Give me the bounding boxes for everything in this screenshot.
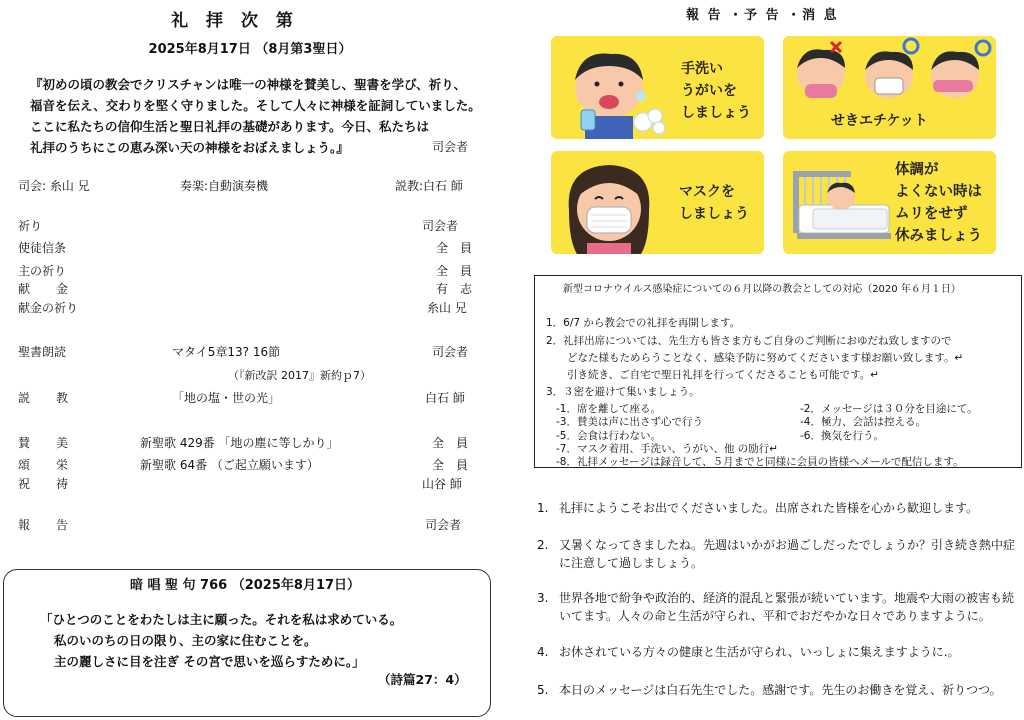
order-person: 司会者 — [432, 345, 469, 359]
card-text — [895, 159, 982, 247]
page-title: 礼 拝 次 第 — [171, 11, 299, 31]
news-item — [537, 536, 1021, 576]
covid-policy-line: どなた様もためらうことなく、感染予防に努めてくださいます様お願い致します。↵ — [567, 352, 964, 364]
order-row — [0, 434, 490, 452]
order-item: 報告 — [18, 518, 95, 532]
order-person: 全 員 — [436, 241, 473, 255]
sick-bed-illustration-icon — [783, 151, 893, 254]
order-row — [0, 389, 490, 407]
card-text — [681, 58, 751, 124]
order-person: 全 員 — [432, 458, 469, 472]
order-row — [0, 239, 490, 257]
covid-rule: -2．メッセージは３０分を目途にて。 — [800, 403, 978, 415]
covid-rule: -1．席を離して座る。 — [556, 403, 661, 415]
intro-line: 『初めの頃の教会でクリスチャンは唯一の神様を賛美し、聖書を学び、祈り、 — [30, 77, 467, 92]
intro-line: ここに私たちの信仰生活と聖日礼拝の基礎があります。今日、私たちは — [30, 119, 430, 134]
news-text: 礼拝にようこそお出でくださいました。出席された皆様を心から歓迎します。 — [559, 501, 979, 515]
card-line: しましょう — [679, 206, 749, 222]
order-detail: 「地の塩・世の光」 — [172, 391, 281, 405]
handwash-illustration-icon — [551, 36, 671, 139]
scripture-reference: （『新改訳 2017』新約ｐ7） — [228, 369, 371, 382]
card-line: せきエチケット — [831, 113, 928, 129]
covid-policy-line: 2．礼拝出席については、先生方も皆さま方もご自身のご判断におゆだね致しますので — [546, 335, 952, 347]
order-row — [0, 280, 490, 298]
order-row — [0, 343, 490, 361]
news-number: 3. — [537, 591, 549, 605]
order-person: 糸山 兄 — [427, 301, 467, 315]
news-item — [537, 681, 1021, 701]
order-item: 賛美 — [18, 436, 95, 450]
covid-rule: -6．換気を行う。 — [800, 430, 884, 442]
presider-role: 司会: 糸山 兄 — [18, 179, 90, 193]
order-person: 有 志 — [436, 282, 473, 296]
news-number: 2. — [537, 538, 549, 552]
memory-verse-reference: （詩篇27：4） — [378, 672, 467, 687]
news-text: お休されている方々の健康と生活が守られ、いっしょに集えますように.。 — [559, 645, 960, 659]
news-number: 1. — [537, 501, 549, 515]
card-handwash — [551, 36, 764, 139]
covid-policy-title: 新型コロナウイルス感染症についての６月以降の教会としての対応（2020 年６月１日） — [563, 284, 961, 295]
news-number: 4. — [537, 645, 549, 659]
covid-policy-line: 引き続き、ご自宅で聖日礼拝を行ってくださることも可能です。↵ — [567, 369, 880, 381]
order-row — [0, 262, 490, 280]
covid-rule: -8．礼拝メッセージは録音して、５月までと同様に会員の皆様へメールで配信します。 — [556, 456, 964, 468]
covid-rule: -3．賛美は声に出さず心で行う — [556, 416, 703, 428]
card-line: 体調が — [895, 162, 939, 178]
covid-rule: -4．極力、会話は控える。 — [800, 416, 926, 428]
covid-policy-line: 3．３密を避けて集いましょう。 — [546, 386, 700, 398]
order-item: 主の祈り — [18, 264, 67, 278]
intro-line: 福音を伝え、交わりを堅く守りました。そして人々に神様を証詞していました。 — [30, 98, 481, 113]
order-person: 司会者 — [425, 518, 462, 532]
card-text — [679, 181, 749, 225]
order-item: 説教 — [18, 391, 95, 405]
covid-policy-line: 1．6/7 から教会での礼拝を再開します。 — [546, 317, 741, 329]
card-line: 手洗い — [681, 61, 723, 77]
card-line: よくない時は — [895, 184, 982, 200]
news-number: 5. — [537, 683, 549, 697]
intro-paragraph — [30, 74, 490, 158]
order-row — [0, 217, 490, 235]
announcements-title: 報 告 ・予 告 ・消 息 — [686, 8, 839, 23]
verse-line: 私のいのちの日の限り、主の家に住むことを。 — [54, 633, 317, 648]
cough-etiquette-illustration-icon — [783, 36, 996, 111]
memory-verse-text — [40, 609, 402, 672]
card-line: 休みましょう — [895, 228, 982, 244]
order-person: 司会者 — [422, 219, 459, 233]
card-text — [831, 110, 928, 132]
news-item — [537, 643, 1021, 663]
verse-line: 主の麗しさに目を注ぎ その宮で思いを巡らすために。」 — [54, 654, 365, 669]
preacher-role: 説教:白石 師 — [395, 179, 463, 193]
memory-verse-title: 暗 唱 聖 句 766 （2025年8月17日） — [129, 578, 361, 593]
order-detail: マタイ5章13? 16節 — [172, 345, 281, 359]
card-line: しましょう — [681, 105, 751, 121]
order-detail: 新聖歌 429番 「地の塵に等しかり」 — [140, 436, 339, 450]
card-line: うがいを — [681, 83, 737, 99]
music-role: 奏楽:自動演奏機 — [180, 179, 269, 193]
card-mask — [551, 151, 764, 254]
covid-rule: -7．マスク着用、手洗い、うがい、他 の励行↵ — [556, 443, 779, 455]
order-person: 全 員 — [436, 264, 473, 278]
news-item — [537, 499, 1021, 519]
card-cough-etiquette — [783, 36, 996, 139]
news-text: 本日のメッセージは白石先生でした。感謝です。先生のお働きを覚え、祈りつつ。 — [559, 683, 1002, 697]
card-line: ムリをせず — [895, 206, 968, 222]
order-person: 全 員 — [432, 436, 469, 450]
news-text: 世界各地で紛争や政治的、経済的混乱と緊張が続いています。地震や大雨の被害も続いてます。人々の命と生活が守られ、平和でおだやかな日々でありますように。 — [559, 591, 1015, 623]
order-item: 祝祷 — [18, 477, 95, 491]
order-row — [0, 456, 490, 474]
intro-line: 礼拝のうちにこの恵み深い天の神様をおぼえましょう。』 — [30, 140, 349, 155]
intro-attribution: 司会者 — [432, 140, 469, 154]
order-row — [0, 516, 490, 534]
news-item — [537, 589, 1021, 629]
card-rest — [783, 151, 996, 254]
order-item: 献金の祈り — [18, 301, 79, 315]
verse-line: 「ひとつのことをわたしは主に願った。それを私は求めている。 — [40, 612, 403, 627]
covid-rule: -5．会食は行わない。 — [556, 430, 661, 442]
order-item: 献金 — [18, 282, 95, 296]
order-item: 祈り — [18, 219, 43, 233]
order-person: 白石 師 — [425, 391, 465, 405]
order-detail: 新聖歌 64番 （ご起立願います） — [140, 458, 319, 472]
news-text: 又暑くなってきましたね。先週はいかがお過ごしだったでしょうか？引き続き熱中症に注意して過しましょう。 — [559, 538, 1016, 570]
service-date: 2025年8月17日 （8月第3聖日） — [148, 42, 352, 57]
order-item: 使徒信条 — [18, 241, 67, 255]
order-item: 聖書朗読 — [18, 345, 67, 359]
order-row — [0, 299, 490, 317]
order-item: 頌栄 — [18, 458, 95, 472]
card-line: マスクを — [679, 184, 735, 200]
order-person: 山谷 師 — [422, 477, 462, 491]
mask-illustration-icon — [551, 151, 671, 254]
order-row — [0, 475, 490, 493]
